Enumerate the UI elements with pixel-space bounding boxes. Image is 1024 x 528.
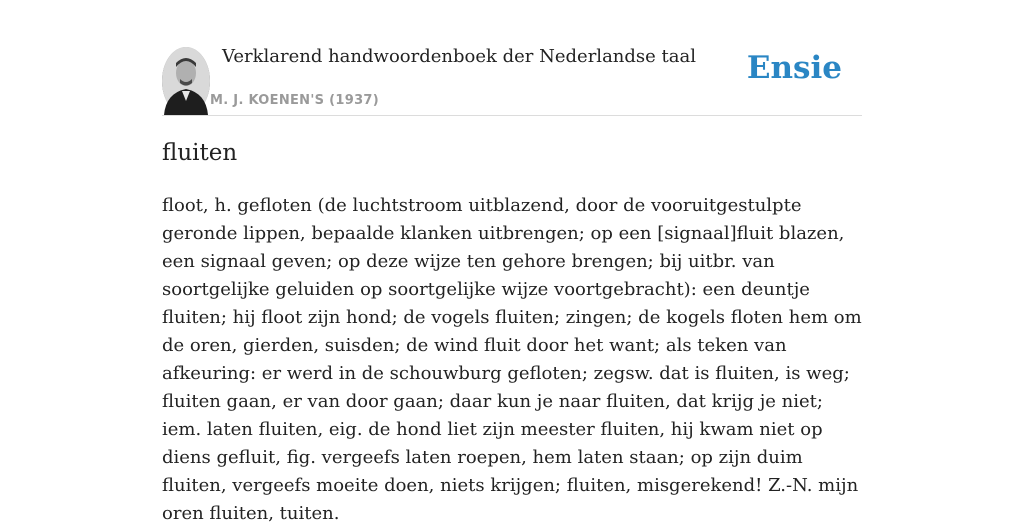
- brand-logo-link[interactable]: Ensie: [746, 50, 842, 86]
- entry-headword: fluiten: [162, 140, 238, 166]
- author-portrait: [162, 47, 210, 115]
- header: [162, 40, 862, 116]
- entry-definition: floot, h. gefloten (de luchtstroom uitblazend, door de vooruitgestulpte geronde lippen, bepaalde klanken uitbrengen; op een [signaal]fluit blazen, een signaal geven; op deze wijze ten gehore brengen; bij uitbr. van soortgelijke geluiden op soortgelijke wijze voortgebracht): een deuntje fluiten; hij floot zijn hond; de vogels fluiten; zingen; de kogels floten hem om de oren, gierden, suisden; de wind fluit door het want; als teken van afkeuring: er werd in de schouwburg gefloten; zegsw. dat is fluiten, is weg; fluiten gaan, er van door gaan; daar kun je naar fluiten, dat krijg je niet; iem. laten fluiten, eig. de hond liet zijn meester fluiten, hij kwam niet op diens gefluit, fig. vergeefs laten roepen, hem laten staan; op zijn duim fluiten, vergeefs moeite doen, niets krijgen; fluiten, misgerekend! Z.-N. mijn oren fluiten, tuiten.: [162, 195, 862, 524]
- book-title: Verklarend handwoordenboek der Nederlandse taal: [222, 46, 696, 67]
- author-portrait-icon: [162, 47, 210, 115]
- author-label: M. J. KOENEN'S (1937): [210, 93, 379, 108]
